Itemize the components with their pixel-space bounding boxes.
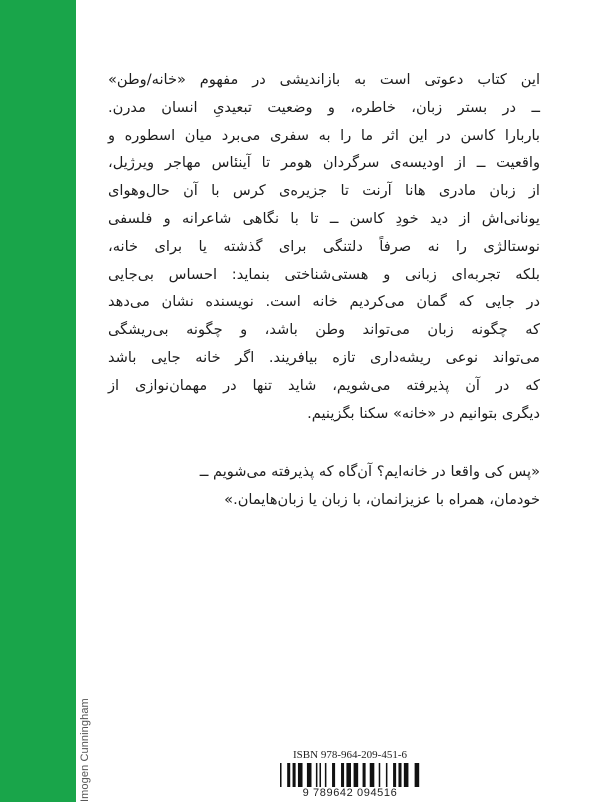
blurb-line: می‌تواند نوعی ریشه‌داری تازه بیافریند. اگر خانه جایی باشد [108,348,540,366]
quote-line: «پس کی واقعا در خانه‌ایم؟ آن‌گاه که پذیرفته می‌شویم ــ [199,463,540,480]
blurb-line: یونانی‌اش از دید خودِ کاسن ــ تا با نگاهی شاعرانه و فلسفی [108,209,540,227]
barcode-bar [393,763,396,787]
barcode-bar [363,763,366,787]
isbn-barcode [272,749,428,802]
barcode-bar [415,763,420,787]
barcode-digits: 9 789642 094516 [302,787,398,799]
barcode-bars-icon [280,763,420,787]
barcode-bar [287,763,290,787]
barcode-bar [307,763,312,787]
blurb-line: ــ در بستر زبان، خاطره، و وضعیت تبعیدیِ انسان مدرن. [108,98,540,116]
barcode-bar [404,763,409,787]
barcode-bar [280,763,282,787]
quote-line: خودمان، همراه با عزیزانمان، با زبان یا زبان‌هایمان.» [224,491,540,508]
blurb-line: که چگونه زبان می‌تواند وطن باشد، و چگونه بی‌ریشگی [108,321,540,339]
barcode-bar [386,763,388,787]
blurb-line: از زبان مادری هانا آرنت تا جزیره‌ی کرس با آن حال‌وهوای [108,182,540,200]
blurb-line: این کتاب دعوتی است به بازاندیشی در مفهوم «خانه/وطن» [108,71,540,88]
barcode-bar [370,763,375,787]
barcode-bar [293,763,296,787]
isbn-number: ISBN 978-964-209-451-6 [293,749,407,761]
barcode-bar [341,763,344,787]
quote-paragraph [108,458,540,514]
barcode-bar [298,763,303,787]
blurb-line: دیگری بتوانیم در «خانه» سکنا بگزینیم. [307,404,540,422]
blurb-line: واقعیت ــ از اودیسه‌ی سرگردان هومر تا آینئاس مهاجر ویرژیل، [108,154,540,172]
blurb-line: که در آن پذیرفته می‌شویم، شاید تنها در مهمان‌نوازی از [108,376,540,394]
blurb-line: بلکه تجربه‌ای زبانی و هستی‌شناختی بنماید: احساس بی‌جایی [108,265,540,283]
barcode-bar [319,763,321,787]
barcode-bar [379,763,381,787]
barcode-bar [316,763,318,787]
barcode-bar [398,763,401,787]
barcode-bar [325,763,327,787]
barcode-bar [346,763,351,787]
blurb-line: باربارا کاسن در این اثر ما را به سفری می‌برد میان اسطوره و [108,126,540,144]
blurb-line: نوستالژی را نه صرفاً دلتنگی برای گذشته یا برای خانه، [108,237,540,255]
blurb-line: در جایی که گمان می‌کردیم خانه است. نویسنده نشان می‌دهد [108,293,540,311]
barcode-bar [354,763,359,787]
blurb-paragraph [108,66,540,427]
barcode-bar [332,763,335,787]
photo-credit: Imogen Cunningham [79,698,91,802]
green-spine-band [0,0,76,802]
